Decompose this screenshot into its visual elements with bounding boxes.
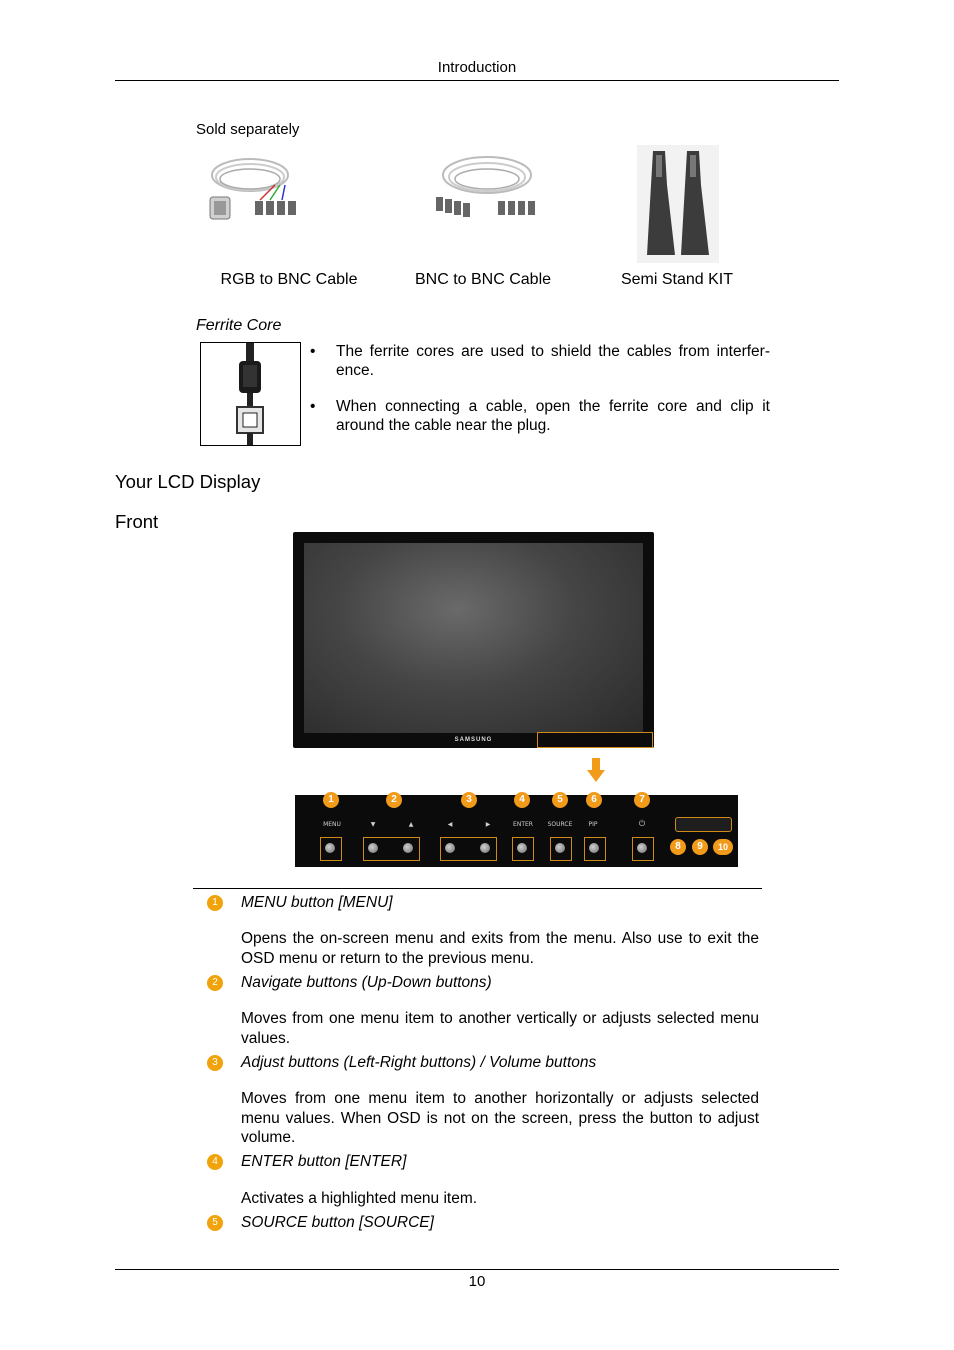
right-button[interactable] — [480, 843, 490, 853]
panel-badge-10: 10 — [713, 839, 733, 855]
legend-desc-navigate: Moves from one menu item to another vertically or adjusts selected menu values. — [241, 1010, 759, 1047]
rgb-to-bnc-cable-image — [200, 145, 300, 225]
panel-badge-2: 2 — [386, 792, 402, 808]
legend-desc-adjust: Moves from one menu item to another horizontally or adjusts selected menu values. When OSD is not on the screen, press the button to adjust volume. — [241, 1090, 759, 1146]
legend-badge-3: 3 — [207, 1055, 223, 1071]
bullet-dot: • — [310, 398, 316, 415]
left-button[interactable] — [445, 843, 455, 853]
up-button[interactable] — [403, 843, 413, 853]
legend-title-menu: MENU button [MENU] — [241, 894, 393, 911]
header-rule — [115, 80, 839, 81]
enter-button[interactable] — [517, 843, 527, 853]
footer-rule — [115, 1269, 839, 1270]
panel-label-left: ◀ — [447, 821, 453, 828]
semi-stand-kit-image — [637, 145, 719, 263]
product-label-bnc-bnc: BNC to BNC Cable — [414, 271, 552, 288]
legend-desc-enter: Activates a highlighted menu item. — [241, 1190, 478, 1207]
down-arrow-icon — [587, 758, 605, 782]
sold-separately-heading: Sold separately — [196, 121, 300, 138]
section-your-lcd-display: Your LCD Display — [115, 471, 261, 492]
bnc-to-bnc-cable-image — [432, 145, 542, 225]
panel-badge-9: 9 — [692, 839, 708, 855]
panel-badge-3: 3 — [461, 792, 477, 808]
bullet-dot: • — [310, 343, 316, 360]
legend-title-navigate: Navigate buttons (Up-Down buttons) — [241, 974, 492, 991]
panel-badge-4: 4 — [514, 792, 530, 808]
down-button[interactable] — [368, 843, 378, 853]
legend-title-adjust: Adjust buttons (Left-Right buttons) / Volume buttons — [241, 1054, 597, 1071]
panel-badge-7: 7 — [634, 792, 650, 808]
panel-badge-5: 5 — [552, 792, 568, 808]
section-front: Front — [115, 511, 159, 532]
legend-desc-menu: Opens the on-screen menu and exits from the menu. Also use to exit the OSD menu or return to the previous menu. — [241, 930, 759, 967]
ferrite-core-image-frame — [200, 342, 301, 446]
monitor-front-image — [293, 532, 654, 748]
monitor-brand-logo: SAMSUNG — [454, 737, 493, 743]
ferrite-core-title: Ferrite Core — [196, 317, 282, 334]
monitor-screen — [304, 543, 643, 733]
panel-label-down: ▼ — [370, 821, 376, 828]
panel-badge-8: 8 — [670, 839, 686, 855]
panel-label-source: SOURCE — [547, 821, 573, 828]
panel-label-up: ▲ — [408, 821, 414, 828]
power-button[interactable] — [637, 843, 647, 853]
source-button[interactable] — [555, 843, 565, 853]
legend-badge-4: 4 — [207, 1154, 223, 1170]
panel-label-menu: MENU — [323, 821, 341, 828]
legend-title-enter: ENTER button [ENTER] — [241, 1153, 407, 1170]
panel-label-right: ▶ — [485, 821, 491, 828]
menu-button[interactable] — [325, 843, 335, 853]
panel-badge-6: 6 — [586, 792, 602, 808]
legend-badge-1: 1 — [207, 895, 223, 911]
legend-badge-5: 5 — [207, 1215, 223, 1231]
panel-label-enter: ENTER — [513, 821, 533, 828]
page-header-title: Introduction — [437, 59, 517, 76]
legend-badge-2: 2 — [207, 975, 223, 991]
product-label-rgb-bnc: RGB to BNC Cable — [220, 271, 358, 288]
ferrite-core-image — [201, 343, 300, 445]
panel-badge-1: 1 — [323, 792, 339, 808]
panel-label-pip: PIP — [588, 821, 598, 828]
panel-label-power: ⏻ — [638, 819, 646, 828]
monitor-control-highlight — [537, 732, 653, 748]
panel-frame-sensors — [675, 817, 732, 832]
product-label-semi-stand: Semi Stand KIT — [620, 271, 734, 288]
page-number: 10 — [468, 1273, 486, 1290]
pip-button[interactable] — [589, 843, 599, 853]
legend-title-source: SOURCE button [SOURCE] — [241, 1214, 434, 1231]
legend-top-rule — [193, 888, 762, 889]
